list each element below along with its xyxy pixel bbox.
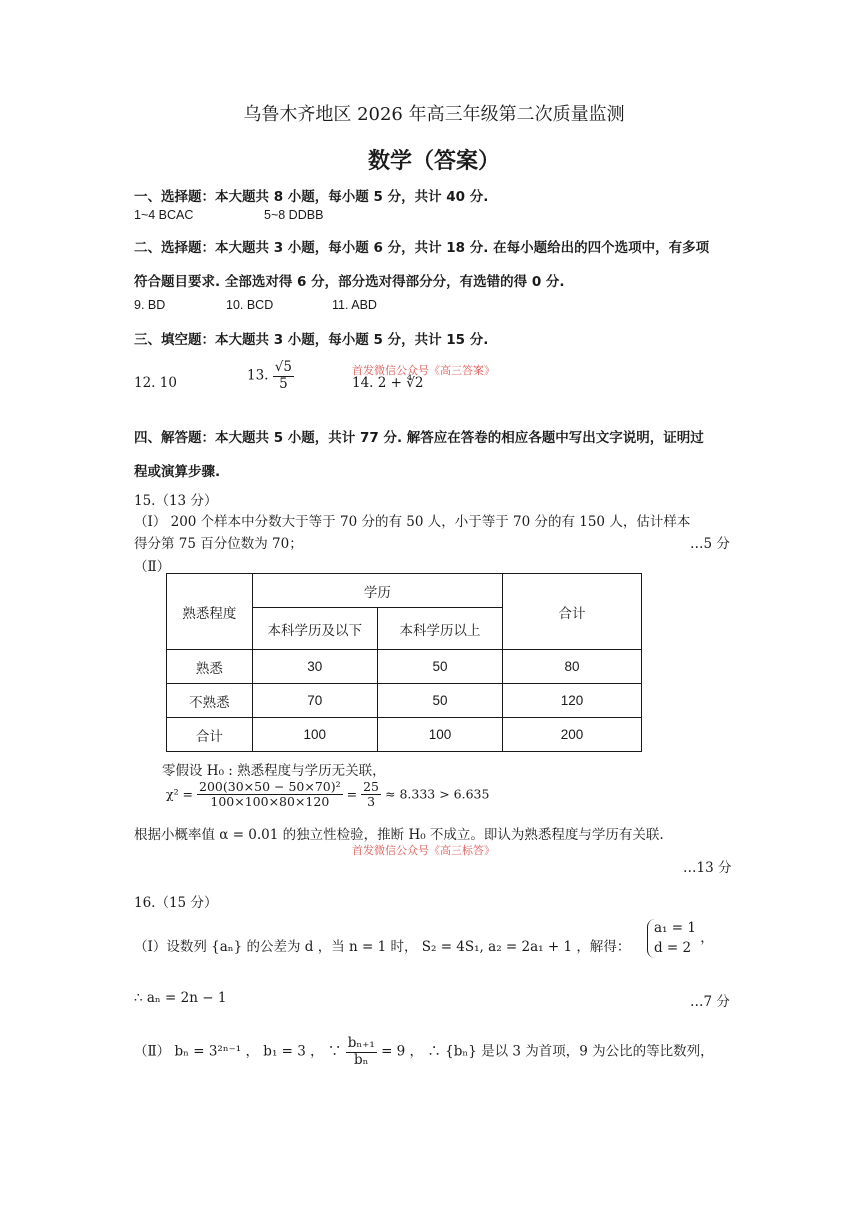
q13-denominator: 5 xyxy=(279,375,288,392)
q14-value: 2 + ∜2 xyxy=(377,375,424,391)
answer-q11: 11. ABD xyxy=(332,298,377,312)
cell: 50 xyxy=(377,684,502,718)
chi-numerator2: 25 xyxy=(363,779,380,794)
table-col1-header: 本科学历及以下 xyxy=(252,608,377,650)
answer-q9: 9. BD xyxy=(134,298,166,312)
q16-equation-system xyxy=(647,919,714,958)
q16-part2 xyxy=(134,1036,714,1068)
watermark-top: 首发微信公众号《高三答案》 xyxy=(352,364,495,377)
chi-fraction2 xyxy=(361,780,381,810)
q16-part2-b: = 9 ， ∴ {bₙ} 是以 3 为首项，9 为公比的等比数列， xyxy=(381,1043,714,1060)
section3-heading: 三、填空题：本大题共 3 小题，每小题 5 分，共计 15 分. xyxy=(134,332,489,348)
q15-part2-label: （Ⅱ） xyxy=(134,559,171,575)
table-row xyxy=(167,718,642,752)
row-label: 熟悉 xyxy=(167,650,253,684)
q15-part1-line1: （Ⅰ） 200 个样本中分数大于等于 70 分的有 50 人，小于等于 70 分的有 150 人，估计样本 xyxy=(134,514,691,530)
q13-numerator: √5 xyxy=(274,359,292,375)
q14-label: 14. xyxy=(352,375,374,391)
chi-rhs: ≈ 8.333 > 6.635 xyxy=(385,786,490,802)
cell: 70 xyxy=(252,684,377,718)
chi-denominator2: 3 xyxy=(367,794,376,810)
cell: 50 xyxy=(377,650,502,684)
answers-1-4: 1~4 BCAC xyxy=(134,208,194,222)
row-label: 不熟悉 xyxy=(167,684,253,718)
cell: 80 xyxy=(503,650,642,684)
q12-value: 10 xyxy=(159,375,177,391)
table-corner-header: 熟悉程度 xyxy=(167,574,253,650)
answers-5-8: 5~8 DDBB xyxy=(264,208,324,222)
q16-part1-text: （Ⅰ）设数列 {aₙ} 的公差为 d ，当 n = 1 时， S₂ = 4S₁, a₂ = 2a₁ + 1 ，解得： xyxy=(134,939,631,955)
cell: 100 xyxy=(377,718,502,752)
chi-equals: = xyxy=(346,786,358,802)
q16-ratio-fraction xyxy=(346,1036,377,1068)
section4-heading-line2: 程或演算步骤. xyxy=(134,464,221,480)
chi-square-formula xyxy=(166,780,489,810)
cell: 100 xyxy=(252,718,377,752)
cell: 200 xyxy=(503,718,642,752)
null-hypothesis: 零假设 H₀ : 熟悉程度与学历无关联， xyxy=(162,763,386,779)
section2-heading-line2: 符合题目要求. 全部选对得 6 分，部分选对得部分分，有选错的得 0 分. xyxy=(134,274,565,290)
system-brace xyxy=(647,919,696,958)
q12-label: 12. xyxy=(134,375,156,391)
section4-heading-line1: 四、解答题：本大题共 5 小题，共计 77 分. 解答应在答卷的相应各题中写出文字说明，证明过 xyxy=(134,430,704,446)
contingency-table xyxy=(166,573,642,752)
q16-result1: ∴ aₙ = 2n − 1 xyxy=(134,990,227,1006)
answer-q10: 10. BCD xyxy=(226,298,274,312)
q16-header: 16.（15 分） xyxy=(134,895,218,911)
answer-q12 xyxy=(134,375,177,391)
cell: 120 xyxy=(503,684,642,718)
section2-heading-line1: 二、选择题：本大题共 3 小题，每小题 6 分，共计 18 分. 在每小题给出的四个选项中，有多项 xyxy=(134,240,710,256)
page-subtitle: 数学（答案） xyxy=(367,149,500,174)
table-row xyxy=(167,650,642,684)
answer-q13 xyxy=(247,360,294,392)
table-group-header: 学历 xyxy=(252,574,502,608)
q15-final-score: …13 分 xyxy=(683,860,732,876)
cell: 30 xyxy=(252,650,377,684)
system-end: ， xyxy=(700,930,714,947)
section1-heading: 一、选择题：本大题共 8 小题，每小题 5 分，共计 40 分. xyxy=(134,189,489,205)
q13-fraction xyxy=(273,360,294,392)
chi-fraction xyxy=(197,780,343,810)
chi-numerator: 200(30×50 − 50×70)² xyxy=(199,779,341,794)
table-row xyxy=(167,684,642,718)
chi-lhs: χ² = xyxy=(166,786,194,802)
table-total-header: 合计 xyxy=(503,574,642,650)
q15-part1-score: …5 分 xyxy=(690,536,730,552)
ratio-denominator: bₙ xyxy=(354,1051,369,1068)
q16-score1: …7 分 xyxy=(690,994,730,1010)
q15-part1-line2: 得分第 75 百分位数为 70； xyxy=(134,536,303,552)
q13-label: 13. xyxy=(247,367,269,384)
ratio-numerator: bₙ₊₁ xyxy=(347,1035,375,1051)
system-eq2: d = 2 xyxy=(654,939,692,956)
system-eq1: a₁ = 1 xyxy=(654,920,696,936)
q15-conclusion: 根据小概率值 α = 0.01 的独立性检验，推断 H₀ 不成立。即认为熟悉程度与学历有关联. xyxy=(134,827,664,843)
page-title: 乌鲁木齐地区 2026 年高三年级第二次质量监测 xyxy=(243,104,625,125)
row-label: 合计 xyxy=(167,718,253,752)
q16-part2-a: （Ⅱ） bₙ = 3²ⁿ⁻¹ ， b₁ = 3 ， ∵ xyxy=(134,1043,342,1060)
q15-header: 15.（13 分） xyxy=(134,493,218,509)
chi-denominator: 100×100×80×120 xyxy=(210,794,330,810)
table-col2-header: 本科学历以上 xyxy=(377,608,502,650)
watermark-bottom: 首发微信公众号《高三标答》 xyxy=(352,844,495,857)
